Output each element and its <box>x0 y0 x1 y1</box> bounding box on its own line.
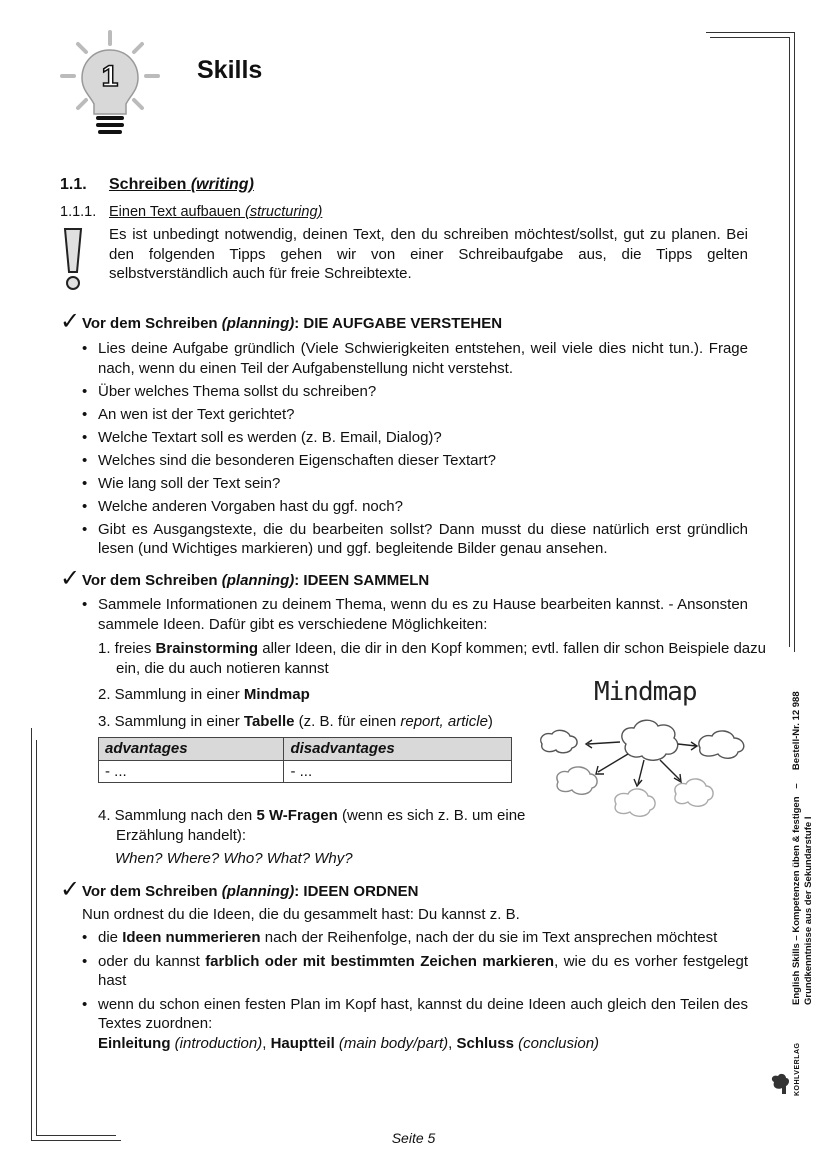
subsection-number: 1.1.1. <box>60 204 97 220</box>
side-book-info: English Skills – Kompetenzen üben & festigen – Bestell-Nr. 12 988 Grundkenntnisse aus der Sekundarstufe I <box>791 691 814 1005</box>
list-item: • wenn du schon einen festen Plan im Kopf hast, kannst du deine Ideen auch gleich den Teilen des Textes zuordnen: <box>82 995 748 1034</box>
list-item: • Gibt es Ausgangstexte, die du bearbeiten sollst? Dann musst du diese natürlich erst gründlich lesen (und Wichtiges markieren) und ggf. begleitende Bilder genau ansehen. <box>82 520 748 559</box>
section-number: 1.1. <box>60 176 87 193</box>
order-lead: Nun ordnest du die Ideen, die du gesammelt hast: Du kannst z. B. <box>82 906 520 923</box>
list-item: • Wie lang soll der Text sein? <box>82 474 748 494</box>
list-item: • An wen ist der Text gerichtet? <box>82 405 748 425</box>
intro-paragraph: Es ist unbedingt notwendig, deinen Text, den du schreiben möchtest/sollst, gut zu planen. Bei den folgenden Tipps gehen wir von einer Schreibaufgabe aus, die Tipps gelten selbstverständlich auch für freie Schreibtexte. <box>109 226 748 282</box>
text-parts: Einleitung (introduction), Hauptteil (main body/part), Schluss (conclusion) <box>98 1035 600 1052</box>
section-heading <box>60 175 254 195</box>
list-item: • Lies deine Aufgabe gründlich (Viele Schwierigkeiten entstehen, weil viele dies nicht tun.). Frage nach, wenn du einen Teil der Aufgabenstellung nicht verstehst. <box>82 339 748 378</box>
method-w-questions: 4. Sammlung nach den 5 W-Fragen (wenn es sich z. B. um eine Erzählung handelt): <box>98 807 526 844</box>
w-questions: When? Where? Who? What? Why? <box>115 850 353 867</box>
table-header: disadvantages <box>284 738 512 761</box>
list-item: • Welches sind die besonderen Eigenschaften dieser Textart? <box>82 451 748 471</box>
frame-top-right-h2 <box>710 37 790 38</box>
mindmap-clouds-icon <box>536 708 756 830</box>
method-mindmap: 2. Sammlung in einer Mindmap <box>98 686 310 703</box>
table-cell: - ... <box>99 760 284 783</box>
method-brainstorming: 1. freies Brainstorming aller Ideen, die dir in den Kopf kommen; evtl. fallen dir schon Beispiele dazu ein, die du auch notieren kannst <box>98 640 766 677</box>
table-header: advantages <box>99 738 284 761</box>
frame-left-v2 <box>36 740 37 1135</box>
frame-right-v2 <box>789 37 790 647</box>
collect-list <box>82 595 748 638</box>
checkmark-icon: ✓ <box>60 308 81 335</box>
publisher-logo <box>768 1042 801 1096</box>
publisher-name: KOHLVERLAG <box>794 1042 801 1096</box>
understand-list <box>82 339 748 562</box>
frame-left-v <box>31 728 32 1140</box>
mindmap-label: Mindmap <box>594 677 697 707</box>
list-item: • Über welches Thema sollst du schreiben? <box>82 382 748 402</box>
list-item: • oder du kannst farblich oder mit bestimmten Zeichen markieren, wie du es vorher festgelegt hast <box>82 952 748 991</box>
exclamation-icon <box>62 226 84 292</box>
publisher-logo-icon <box>768 1062 796 1096</box>
step-heading-collect: ✓ Vor dem Schreiben (planning): IDEEN SAMMELN <box>60 565 430 592</box>
section-title-en: (writing) <box>190 176 254 193</box>
chapter-number: 1 <box>101 60 119 93</box>
frame-right-v <box>794 32 795 652</box>
table-cell: - ... <box>284 760 512 783</box>
list-item: • Sammele Informationen zu deinem Thema, wenn du es zu Hause bearbeiten kannst. - Ansonsten sammele Ideen. Dafür gibt es verschiedene Möglichkeiten: <box>82 595 748 634</box>
subsection-title: Einen Text aufbauen <box>109 204 241 220</box>
order-list <box>82 928 748 1037</box>
checkmark-icon: ✓ <box>60 565 81 592</box>
list-item: • die Ideen nummerieren nach der Reihenfolge, nach der du sie im Text ansprechen möchtest <box>82 928 748 948</box>
method-table: 3. Sammlung in einer Tabelle (z. B. für einen report, article) <box>98 713 493 730</box>
section-title: Schreiben <box>109 176 187 193</box>
page-title: Skills <box>197 56 263 84</box>
pros-cons-table <box>98 737 512 783</box>
list-item: • Welche Textart soll es werden (z. B. Email, Dialog)? <box>82 428 748 448</box>
list-item: • Welche anderen Vorgaben hast du ggf. noch? <box>82 497 748 517</box>
subsection-heading <box>60 203 322 223</box>
page-number: Seite 5 <box>391 1130 436 1146</box>
frame-top-right-h <box>706 32 795 33</box>
step-heading-understand: ✓ Vor dem Schreiben (planning): DIE AUFGABE VERSTEHEN <box>60 308 503 335</box>
checkmark-icon: ✓ <box>60 876 81 903</box>
subsection-title-en: (structuring) <box>244 204 323 220</box>
step-heading-order: ✓ Vor dem Schreiben (planning): IDEEN ORDNEN <box>60 876 419 903</box>
